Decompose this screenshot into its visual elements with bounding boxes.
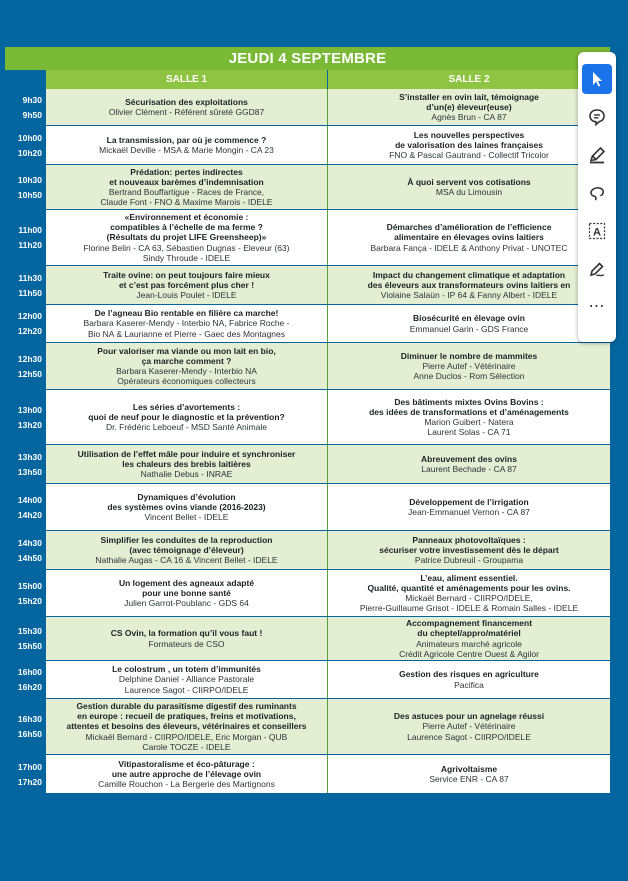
more-tools-button[interactable] [582,292,612,322]
session-room-2 [328,699,610,754]
time-cell [5,390,46,444]
session-title-line: pour une bonne santé [142,587,231,598]
session-title-line: de valorisation des laines françaises [395,139,543,150]
time-cell [5,531,46,569]
session-room-2 [328,445,610,483]
session-title-line: et nouveaux barèmes d’indemnisation [109,176,264,187]
end-time: 16h50 [17,729,42,739]
session-room-2 [328,305,610,342]
session-title-line: des systèmes ovins viande (2016-2023) [107,501,266,512]
schedule-row [5,89,610,126]
session-title-line: La transmission, par où je commence ? [106,134,267,145]
session-title-line: Traite ovine: on peut toujours faire mieux [103,269,270,280]
schedule-row [5,390,610,445]
session-room-2 [328,343,610,389]
session-room-1 [46,617,328,660]
session-room-2 [328,89,610,125]
end-time: 14h20 [17,509,42,520]
session-speaker-line: Olivier Clément - Référent sûreté GGD87 [108,107,265,117]
session-speaker-line: Formateurs de CSO [148,638,225,649]
start-time: 15h30 [17,626,42,636]
session-room-2 [328,531,610,569]
session-room-1 [46,484,328,530]
svg-text:A: A [593,226,601,239]
session-room-2 [328,390,610,444]
session-speaker-line: Nathalie Debus - INRAE [140,469,233,480]
start-time: 14h30 [17,537,42,548]
time-cell [5,266,46,304]
session-speaker-line: Violaine Salaün - IP 64 & Fanny Albert - IDELE [380,290,558,301]
schedule-row [5,617,610,661]
end-time: 15h50 [17,641,42,651]
session-speaker-line: Jean-Emmanuel Vernon - CA 87 [408,507,530,517]
time-cell [5,305,46,342]
start-time: 16h00 [17,667,42,677]
schedule-row [5,305,610,343]
session-room-1 [46,531,328,569]
session-title-line: Biosécurité en élevage ovin [413,313,525,324]
end-time: 13h50 [17,466,42,477]
session-title-line: attentes et besoins des éleveurs, vétérinaires et conseillers [66,721,307,732]
time-cell [5,126,46,164]
session-title-line: Abreuvement des ovins [421,453,517,464]
session-title-line: Vitipastoralisme et éco-pâturage : [118,758,255,769]
end-time: 14h50 [17,552,42,563]
session-room-1 [46,210,328,265]
session-room-2 [328,617,610,660]
session-speaker-line: Delphine Daniel - Alliance Pastorale [118,674,255,685]
end-time: 15h20 [17,595,42,606]
session-room-1 [46,445,328,483]
time-cell [5,617,46,660]
session-title-line: Pour valoriser ma viande ou mon lait en bio, [97,345,276,356]
session-speaker-line: Carole TOCZE - IDELE [142,741,231,752]
session-title-line: Simplifier les conduites de la reproduction [100,534,273,545]
more-icon: ⋯ [588,298,606,315]
session-speaker-line: Barbara Kaserer-Mendy - Interbio NA [116,366,257,376]
session-speaker-line: Service ENR - CA 87 [429,774,509,784]
schedule-row [5,126,610,165]
cursor-icon [587,69,607,89]
end-time: 11h50 [18,287,42,298]
session-room-1 [46,343,328,389]
session-room-1 [46,165,328,209]
session-title-line: d’un(e) éleveur(euse) [426,101,512,112]
start-time: 16h30 [17,714,42,724]
session-title-line: Accompagnement financement [405,618,533,629]
session-title-line: Démarches d’amélioration de l’efficience [386,222,552,233]
start-time: 11h30 [18,272,42,283]
pen-icon [587,259,607,279]
start-time: 10h30 [17,174,42,185]
time-cell [5,210,46,265]
comment-tool[interactable] [582,102,612,132]
schedule-row [5,484,610,531]
session-room-1 [46,89,328,125]
session-title-line: Diminuer le nombre de mammites [400,350,538,361]
session-speaker-line: Animateurs marché agricole [416,638,522,649]
session-speaker-line: Barbara Fança - IDELE & Anthony Privat - UNOTEC [370,242,568,253]
end-time: 12h50 [17,368,42,379]
text-select-icon [587,221,607,241]
annotation-toolbar [578,52,616,342]
session-title-line: une autre approche de l’élevage ovin [111,768,262,779]
session-title-line: et c’est pas forcément plus cher ! [118,279,255,290]
session-room-1 [46,570,328,616]
session-speaker-line: Camille Rouchon - La Bergerie des Martignons [98,779,275,790]
end-time: 9h50 [22,109,42,120]
session-speaker-line: Mickaël Bernard - CIIRPO/IDELE, [405,593,533,603]
session-title-line: Des astuces pour un agnelage réussi [393,711,545,722]
session-title-line: Un logement des agneaux adapté [118,577,255,588]
schedule-row [5,755,610,794]
session-title-line: Qualité, quantité et aménagements pour les ovins. [367,582,571,593]
session-speaker-line: Agnès Brun - CA 87 [431,112,507,123]
session-title-line: du cheptel/appro/matériel [417,628,521,639]
session-speaker-line: Dr. Frédéric Leboeuf - MSD Santé Animale [105,422,268,433]
session-title-line: Développement de l’irrigation [409,496,529,507]
schedule-row [5,445,610,484]
session-room-1 [46,305,328,342]
time-cell [5,89,46,125]
session-title-line: quoi de neuf pour le diagnostic et la prévention? [88,411,285,422]
session-title-line: À quoi servent vos cotisations [407,176,531,187]
session-title-line: Gestion des risques en agriculture [399,669,539,680]
schedule-row [5,266,610,305]
end-time: 10h50 [17,189,42,200]
session-title-line: Le colostrum , un totem d’immunités [112,664,261,675]
session-title-line: ça marche comment ? [141,355,232,366]
schedule-row [5,165,610,210]
session-speaker-line: Marion Guibert - Natera [424,417,514,427]
end-time: 13h20 [17,419,42,430]
session-title-line: S’installer en ovin lait, témoignage [399,91,539,102]
room-header-row [46,70,610,89]
session-room-2 [328,755,610,793]
start-time: 13h30 [17,451,42,462]
time-cell [5,343,46,389]
session-room-1 [46,699,328,754]
session-speaker-line: Emmanuel Garin - GDS France [409,323,529,334]
session-speaker-line: Pierre Autef - Vétérinaire [422,721,516,732]
session-title-line: Dynamiques d’évolution [137,491,236,502]
session-title-line: CS Ovin, la formation qu’il vous faut ! [110,628,263,639]
schedule-row [5,661,610,699]
session-speaker-line: Jean-Louis Poulet - IDELE [136,290,237,301]
session-speaker-line: Barbara Kaserer-Mendy - Interbio NA, Fabrice Roche - [83,318,290,329]
session-title-line: sécuriser votre investissement dès le départ [379,544,559,555]
time-cell [5,484,46,530]
session-room-2 [328,661,610,698]
end-time: 12h20 [17,326,42,336]
session-speaker-line: Mickaël Deville - MSA & Marie Mongin - CA 23 [99,145,274,155]
time-cell [5,661,46,698]
session-title-line: Sécurisation des exploitations [125,96,248,107]
session-room-1 [46,661,328,698]
time-cell [5,165,46,209]
session-speaker-line: Bertrand Bouffartigue - Races de France, [108,187,265,197]
session-title-line: Des bâtiments mixtes Ovins Bovins : [394,396,544,407]
start-time: 10h00 [17,132,42,143]
start-time: 15h00 [17,580,42,591]
session-speaker-line: FNO & Pascal Gautrand - Collectif Tricolor [389,150,549,161]
session-speaker-line: Laurence Sagot - CIIRPO/IDELE [124,684,249,695]
comment-icon [587,107,607,127]
time-cell [5,699,46,754]
start-time: 14h00 [17,494,42,505]
highlighter-tool[interactable] [582,140,612,170]
start-time: 9h30 [22,94,42,105]
session-speaker-line: Bio NA & Laurianne et Pierre - Gaec des Montagnes [87,328,286,339]
session-title-line: en europe : recueil de pratiques, freins et motivations, [77,711,296,722]
session-room-2 [328,165,610,209]
cursor-tool[interactable] [582,64,612,94]
session-speaker-line: Opérateurs économiques collecteurs [117,376,256,387]
session-room-1 [46,126,328,164]
session-title-line: des idées de transformations et d’aménagements [369,406,569,417]
session-speaker-line: MSA du Limousin [435,187,503,197]
end-time: 10h20 [17,147,42,158]
highlighter-icon [587,145,607,165]
session-title-line: Utilisation de l’effet mâle pour induire et synchroniser [77,448,296,459]
session-speaker-line: Laurence Sagot - CIIRPO/IDELE [407,731,531,742]
schedule-row [5,570,610,617]
session-speaker-line: Julien Garrot-Poublanc - GDS 64 [124,598,249,609]
session-title-line: Agrivoltaisme [440,763,498,774]
time-cell [5,570,46,616]
session-speaker-line: Crédit Agricole Centre Ouest & Agilor [399,648,539,659]
session-room-1 [46,390,328,444]
session-title-line: alimentaire en élevages ovins laitiers [394,232,544,243]
session-room-2 [328,484,610,530]
lasso-tool[interactable] [582,178,612,208]
session-title-line: L’eau, aliment essentiel. [420,572,518,583]
session-room-2 [328,266,610,304]
room-2-header: SALLE 2 [328,70,610,89]
session-title-line: des éleveurs aux transformateurs ovins laitiers en [367,279,571,290]
lasso-icon [587,183,607,203]
session-room-1 [46,755,328,793]
schedule-table [5,89,610,794]
session-title-line: compatibles à l’échelle de ma ferme ? [110,222,263,233]
pen-tool[interactable] [582,254,612,284]
session-room-1 [46,266,328,304]
session-speaker-line: Pierre Autef - Vétérinaire [422,360,516,371]
session-title-line: De l’agneau Bio rentable en filière ca marche! [94,308,279,319]
session-room-2 [328,210,610,265]
schedule-row [5,531,610,570]
session-title-line: Panneaux photovoltaïques : [412,534,526,545]
session-title-line: Gestion durable du parasitisme digestif des ruminants [76,700,297,711]
session-speaker-line: Mickaël Bernard - CIIRPO/IDELE, Eric Morgan - QUB [85,731,288,742]
session-speaker-line: Laurent Bechade - CA 87 [421,464,517,474]
text-select-tool[interactable] [582,216,612,246]
start-time: 12h30 [17,353,42,364]
session-title-line: (avec témoignage d’éleveur) [129,544,244,555]
session-room-2 [328,126,610,164]
time-cell [5,755,46,793]
session-speaker-line: Sindy Throude - IDELE [142,252,231,263]
start-time: 11h00 [18,225,42,235]
session-speaker-line: Laurent Solas - CA 71 [427,427,511,438]
session-speaker-line: Pierre-Guillaume Grisot - IDELE & Romain Salles - IDELE [359,603,579,614]
session-title-line: les chaleurs des brebis laitières [122,458,251,469]
start-time: 13h00 [17,404,42,415]
session-room-2 [328,570,610,616]
session-title-line: Les nouvelles perspectives [413,129,525,140]
session-speaker-line: Vincent Bellet - IDELE [144,512,229,523]
session-title-line: (Résultats du projet LIFE Greensheep)» [106,232,267,243]
session-speaker-line: Claude Font - FNO & Maxime Marois - IDELE [100,197,273,208]
session-title-line: «Environnement et économie : [124,211,249,222]
session-speaker-line: Patrice Dubreuil - Groupama [414,555,524,566]
end-time: 17h20 [17,776,42,787]
schedule-row [5,210,610,266]
start-time: 17h00 [17,761,42,772]
session-title-line: Les séries d’avortements : [132,401,241,412]
session-speaker-line: Pacifica [454,679,484,690]
end-time: 11h20 [18,240,42,250]
session-speaker-line: Anne Duclos - Rom Sélection [413,371,525,382]
time-cell [5,445,46,483]
schedule-row [5,699,610,755]
session-speaker-line: Florine Belin - CA 63, Sébastien Dugnas - Eleveur (63) [83,242,290,253]
session-title-line: Prédation: pertes indirectes [130,166,243,177]
schedule-row [5,343,610,390]
end-time: 16h20 [17,682,42,692]
day-title: JEUDI 4 SEPTEMBRE [5,47,610,70]
room-1-header: SALLE 1 [46,70,328,89]
session-title-line: Impact du changement climatique et adaptation [372,269,566,280]
session-speaker-line: Nathalie Augas - CA 16 & Vincent Bellet - IDELE [95,555,278,566]
start-time: 12h00 [17,311,42,321]
